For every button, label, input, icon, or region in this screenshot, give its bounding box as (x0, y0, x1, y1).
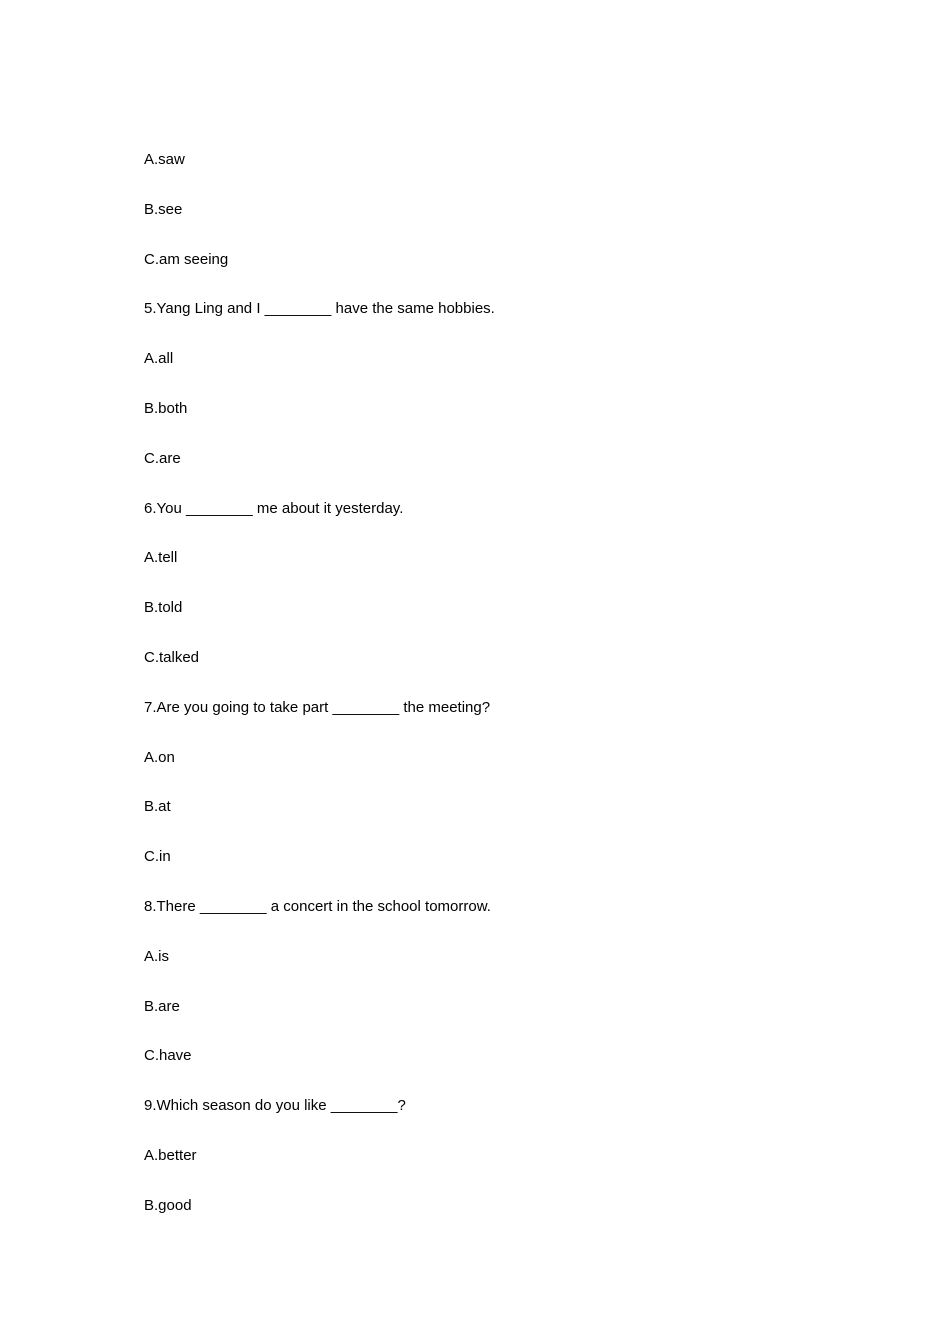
option-line: A.all (144, 350, 174, 368)
option-line: B.are (144, 997, 180, 1015)
option-line: A.better (144, 1146, 197, 1164)
option-line: A.tell (144, 549, 178, 567)
option-line: B.told (144, 599, 183, 617)
option-line: B.good (144, 1196, 192, 1214)
option-line: C.talked (144, 648, 200, 666)
option-line: C.are (144, 449, 181, 467)
option-line: C.in (144, 848, 171, 866)
option-line: A.is (144, 947, 170, 965)
option-line: B.see (144, 200, 183, 218)
question-line: 8.There ________ a concert in the school tomorrow. (144, 897, 491, 915)
question-line: 6.You ________ me about it yesterday. (144, 499, 404, 517)
option-line: C.am seeing (144, 250, 229, 268)
option-line: C.have (144, 1047, 192, 1065)
option-line: B.at (144, 798, 171, 816)
question-line: 5.Yang Ling and I ________ have the same hobbies. (144, 300, 495, 318)
question-line: 7.Are you going to take part ________ the meeting? (144, 698, 491, 716)
option-line: B.both (144, 399, 188, 417)
question-line: 9.Which season do you like ________? (144, 1097, 406, 1115)
option-line: A.on (144, 748, 175, 766)
question-list (144, 148, 495, 1244)
option-line: A.saw (144, 151, 185, 168)
